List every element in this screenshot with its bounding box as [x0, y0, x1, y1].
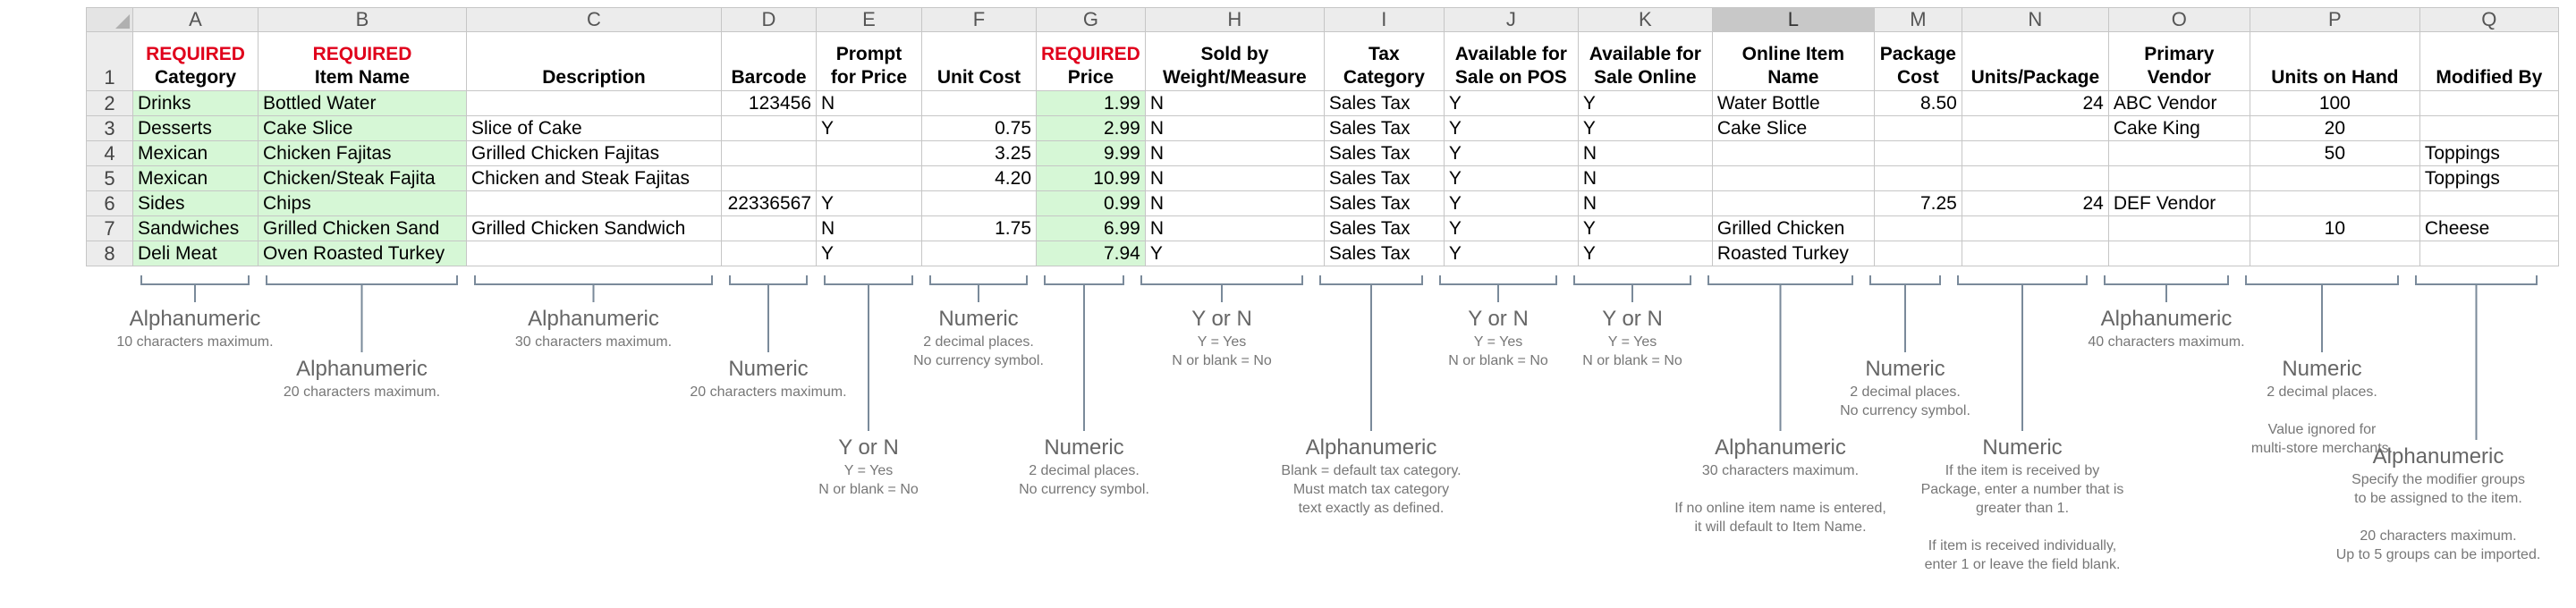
cell-e[interactable]: Y	[817, 116, 922, 141]
row-number[interactable]: 5	[87, 166, 133, 191]
cell-h[interactable]: Y	[1145, 241, 1324, 266]
annotation-c	[460, 306, 728, 351]
row-number[interactable]: 2	[87, 91, 133, 116]
cell-b[interactable]: Oven Roasted Turkey	[258, 241, 467, 266]
annotation-title: Alphanumeric	[1715, 435, 1846, 460]
cell-l[interactable]: Grilled Chicken	[1712, 216, 1874, 241]
annotation-g	[950, 435, 1218, 499]
cell-c[interactable]: Grilled Chicken Fajitas	[467, 141, 722, 166]
annotation-o	[2032, 306, 2301, 351]
cell-k[interactable]: N	[1578, 191, 1712, 216]
column-header-l[interactable]: L	[1712, 8, 1874, 32]
annotation-detail: 20 characters maximum.	[283, 384, 441, 400]
field-header-label: Available for Sale on POS	[1454, 44, 1567, 88]
column-header-q[interactable]: Q	[2419, 8, 2558, 32]
cell-b[interactable]: Chicken Fajitas	[258, 141, 467, 166]
cell-i[interactable]: Sales Tax	[1324, 216, 1444, 241]
cell-p[interactable]: 100	[2250, 91, 2419, 116]
field-header-label: Category	[154, 67, 237, 88]
annotation-title: Y or N	[838, 435, 899, 460]
cell-f[interactable]: 0.75	[922, 116, 1037, 141]
row-number[interactable]: 3	[87, 116, 133, 141]
cell-e[interactable]: Y	[817, 241, 922, 266]
annotation-title: Y or N	[1468, 307, 1529, 331]
annotation-p	[2188, 356, 2456, 458]
column-header-m[interactable]: M	[1874, 8, 1962, 32]
cell-g[interactable]: 6.99	[1037, 216, 1146, 241]
column-header-n[interactable]: N	[1962, 8, 2108, 32]
cell-k[interactable]: Y	[1578, 216, 1712, 241]
annotation-detail: 10 characters maximum.	[116, 334, 274, 350]
cell-m[interactable]: 8.50	[1874, 91, 1962, 116]
annotation-title: Y or N	[1191, 307, 1252, 331]
annotation-title: Y or N	[1602, 307, 1663, 331]
annotation-detail: Blank = default tax category. Must match tax category text exactly as defined.	[1281, 463, 1462, 516]
field-header-label: Description	[542, 67, 646, 88]
annotation-i	[1237, 435, 1505, 518]
cell-b[interactable]: Bottled Water	[258, 91, 467, 116]
cell-i[interactable]: Sales Tax	[1324, 141, 1444, 166]
cell-d[interactable]: 22336567	[722, 191, 817, 216]
annotation-title: Numeric	[1865, 357, 1945, 381]
cell-c[interactable]: Grilled Chicken Sandwich	[467, 216, 722, 241]
column-header-c[interactable]: C	[467, 8, 722, 32]
column-header-b[interactable]: B	[258, 8, 467, 32]
column-header-h[interactable]: H	[1145, 8, 1324, 32]
cell-d[interactable]: 123456	[722, 91, 817, 116]
cell-o[interactable]: DEF Vendor	[2108, 191, 2250, 216]
cell-k[interactable]: N	[1578, 141, 1712, 166]
column-header-a[interactable]: A	[133, 8, 258, 32]
field-header-label: Sold by Weight/Measure	[1163, 44, 1307, 88]
annotation-detail: 2 decimal places. No currency symbol.	[913, 334, 1044, 368]
row-number[interactable]: 6	[87, 191, 133, 216]
field-header-label: Price	[1067, 67, 1114, 88]
annotation-q	[2304, 443, 2572, 564]
annotation-title: Alphanumeric	[129, 307, 261, 331]
cell-h[interactable]: N	[1145, 116, 1324, 141]
cell-g[interactable]: 9.99	[1037, 141, 1146, 166]
cell-l[interactable]: Roasted Turkey	[1712, 241, 1874, 266]
annotation-a	[61, 306, 329, 351]
cell-j[interactable]: Y	[1444, 191, 1578, 216]
annotation-k	[1498, 306, 1767, 370]
annotation-title: Alphanumeric	[1305, 435, 1437, 460]
annotation-title: Numeric	[1044, 435, 1124, 460]
cell-e[interactable]: Y	[817, 191, 922, 216]
column-header-g[interactable]: G	[1037, 8, 1146, 32]
cell-k[interactable]: Y	[1578, 116, 1712, 141]
cell-c[interactable]: Chicken and Steak Fajitas	[467, 166, 722, 191]
row-number[interactable]: 4	[87, 141, 133, 166]
required-label: REQUIRED	[1041, 44, 1140, 64]
cell-n[interactable]: 24	[1962, 191, 2108, 216]
column-header-i[interactable]: I	[1324, 8, 1444, 32]
cell-p[interactable]: 20	[2250, 116, 2419, 141]
annotation-detail: 20 characters maximum.	[690, 384, 847, 400]
annotation-detail: Y = Yes N or blank = No	[818, 463, 919, 497]
annotation-b	[228, 356, 496, 401]
cell-k[interactable]: Y	[1578, 91, 1712, 116]
cell-h[interactable]: N	[1145, 166, 1324, 191]
annotation-title: Numeric	[2282, 357, 2362, 381]
cell-b[interactable]: Cake Slice	[258, 116, 467, 141]
field-header-label: Primary Vendor	[2144, 44, 2215, 88]
cell-j[interactable]: Y	[1444, 216, 1578, 241]
cell-f[interactable]: 4.20	[922, 166, 1037, 191]
column-header-k[interactable]: K	[1578, 8, 1712, 32]
cell-j[interactable]: Y	[1444, 116, 1578, 141]
cell-i[interactable]: Sales Tax	[1324, 116, 1444, 141]
cell-o[interactable]: Cake King	[2108, 116, 2250, 141]
cell-h[interactable]: N	[1145, 141, 1324, 166]
annotation-detail: Specify the modifier groups to be assigned to the item. 20 characters maximum. Up to 5 groups can be imported.	[2335, 472, 2541, 562]
cell-a[interactable]: Sandwiches	[133, 216, 258, 241]
annotation-f	[844, 306, 1113, 370]
annotation-detail: 2 decimal places. No currency symbol.	[1840, 384, 1970, 418]
cell-g[interactable]: 2.99	[1037, 116, 1146, 141]
cell-g[interactable]: 0.99	[1037, 191, 1146, 216]
cell-n[interactable]: 24	[1962, 91, 2108, 116]
annotation-title: Alphanumeric	[296, 357, 428, 381]
cell-p[interactable]: 50	[2250, 141, 2419, 166]
field-header-label: Online Item Name	[1741, 44, 1845, 88]
field-header-label: Tax Category	[1343, 44, 1425, 88]
cell-j[interactable]: Y	[1444, 166, 1578, 191]
row-number[interactable]: 8	[87, 241, 133, 266]
cell-b[interactable]: Chicken/Steak Fajita	[258, 166, 467, 191]
cell-a[interactable]: Desserts	[133, 116, 258, 141]
annotation-detail: Y = Yes N or blank = No	[1582, 334, 1682, 368]
cell-l[interactable]: Water Bottle	[1712, 91, 1874, 116]
annotation-detail: 30 characters maximum.	[514, 334, 673, 350]
cell-m[interactable]: 7.25	[1874, 191, 1962, 216]
cell-l[interactable]: Cake Slice	[1712, 116, 1874, 141]
column-header-f[interactable]: F	[922, 8, 1037, 32]
cell-h[interactable]: N	[1145, 216, 1324, 241]
annotation-title: Numeric	[728, 357, 809, 381]
field-header-label: Modified By	[2436, 67, 2543, 88]
field-header-label: Prompt for Price	[830, 44, 908, 88]
cell-p[interactable]: 10	[2250, 216, 2419, 241]
cell-g[interactable]: 10.99	[1037, 166, 1146, 191]
cell-g[interactable]: 7.94	[1037, 241, 1146, 266]
required-label: REQUIRED	[312, 44, 412, 64]
field-header-label: Available for Sale Online	[1589, 44, 1701, 88]
cell-i[interactable]: Sales Tax	[1324, 191, 1444, 216]
required-label: REQUIRED	[146, 44, 245, 64]
row-number[interactable]: 7	[87, 216, 133, 241]
field-header-label: Unit Cost	[936, 67, 1021, 88]
field-header-label: Barcode	[731, 67, 807, 88]
annotation-detail: 2 decimal places. No currency symbol.	[1019, 463, 1149, 497]
annotation-title: Alphanumeric	[528, 307, 659, 331]
annotation-title: Numeric	[1982, 435, 2063, 460]
cell-e[interactable]: N	[817, 216, 922, 241]
cell-a[interactable]: Mexican	[133, 141, 258, 166]
annotation-title: Alphanumeric	[2100, 307, 2233, 331]
cell-c[interactable]: Slice of Cake	[467, 116, 722, 141]
cell-h[interactable]: N	[1145, 91, 1324, 116]
column-header-j[interactable]: J	[1444, 8, 1578, 32]
cell-a[interactable]: Mexican	[133, 166, 258, 191]
annotation-detail: 2 decimal places. Value ignored for multi-store merchants.	[2250, 384, 2394, 456]
cell-q[interactable]: Toppings	[2419, 166, 2558, 191]
cell-q[interactable]: Cheese	[2419, 216, 2558, 241]
cell-a[interactable]: Drinks	[133, 91, 258, 116]
cell-a[interactable]: Deli Meat	[133, 241, 258, 266]
cell-g[interactable]: 1.99	[1037, 91, 1146, 116]
annotation-title: Numeric	[938, 307, 1019, 331]
cell-f[interactable]: 3.25	[922, 141, 1037, 166]
annotation-h	[1088, 306, 1356, 370]
field-header-label: Item Name	[314, 67, 411, 88]
annotation-l	[1647, 435, 1915, 536]
row-number-1[interactable]: 1	[87, 32, 133, 91]
annotation-title: Alphanumeric	[2372, 444, 2504, 469]
cell-e[interactable]: N	[817, 91, 922, 116]
cell-j[interactable]: Y	[1444, 141, 1578, 166]
annotation-detail: If the item is received by Package, enter a number that is greater than 1. If item is received individually, enter 1 or leave the field blank.	[1920, 463, 2124, 572]
cell-j[interactable]: Y	[1444, 241, 1578, 266]
column-header-d[interactable]: D	[722, 8, 817, 32]
field-header-label: Units/Package	[1970, 67, 2100, 88]
annotation-detail: Y = Yes N or blank = No	[1448, 334, 1548, 368]
column-header-p[interactable]: P	[2250, 8, 2419, 32]
annotation-detail: Y = Yes N or blank = No	[1172, 334, 1272, 368]
cell-q[interactable]: Toppings	[2419, 141, 2558, 166]
cell-k[interactable]: N	[1578, 166, 1712, 191]
cell-h[interactable]: N	[1145, 191, 1324, 216]
cell-a[interactable]: Sides	[133, 191, 258, 216]
field-header-label: Package Cost	[1879, 44, 1956, 88]
cell-i[interactable]: Sales Tax	[1324, 241, 1444, 266]
cell-b[interactable]: Chips	[258, 191, 467, 216]
cell-b[interactable]: Grilled Chicken Sand	[258, 216, 467, 241]
cell-f[interactable]: 1.75	[922, 216, 1037, 241]
annotation-detail: 40 characters maximum.	[2088, 334, 2245, 350]
column-header-o[interactable]: O	[2108, 8, 2250, 32]
annotation-n	[1888, 435, 2157, 574]
cell-o[interactable]: ABC Vendor	[2108, 91, 2250, 116]
annotation-detail: 30 characters maximum. If no online item name is entered, it will default to Item Name.	[1674, 463, 1886, 535]
annotation-m	[1771, 356, 2039, 420]
cell-i[interactable]: Sales Tax	[1324, 91, 1444, 116]
cell-i[interactable]: Sales Tax	[1324, 166, 1444, 191]
cell-j[interactable]: Y	[1444, 91, 1578, 116]
cell-k[interactable]: Y	[1578, 241, 1712, 266]
field-header-label: Units on Hand	[2271, 67, 2399, 88]
column-header-e[interactable]: E	[817, 8, 922, 32]
